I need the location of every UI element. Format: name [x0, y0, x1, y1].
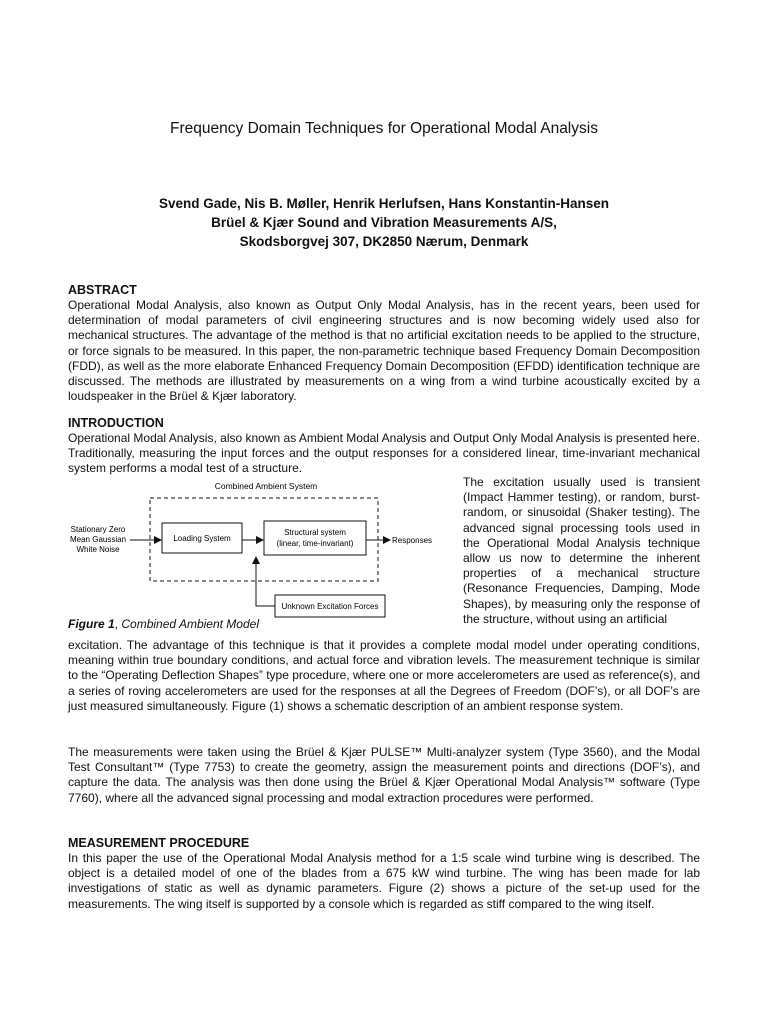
structural-label-line1: Structural system [284, 528, 346, 537]
structural-label-line2: (linear, time-invariant) [276, 539, 354, 548]
figure-1-caption-text: Combined Ambient Model [121, 617, 259, 631]
measurement-procedure-heading: MEASUREMENT PROCEDURE [68, 836, 250, 850]
figure-1-caption-separator: , [114, 617, 122, 631]
figure-1-caption-label: Figure 1 [68, 617, 115, 631]
abstract-heading: ABSTRACT [68, 283, 137, 297]
introduction-text: Operational Modal Analysis, also known as Ambient Modal Analysis and Output Only Modal Analysis is presented here. Traditionally, measuring the input forces and the output responses for a considered linear, time-invariant mechanical system performs a modal test of a structure. [68, 431, 700, 476]
introduction-side-text: The excitation usually used is transient (Impact Hammer testing), or random, burst-random, or sinusoidal (Shaker testing). The advanced signal processing tools used in the Operational Modal Analysis technique allow us now to determine the inherent properties of a mechanical structure (Resonance Frequencies, Damping, Mode Shapes), by measuring only the response of the structure, without using an artificial [463, 475, 700, 626]
figure-1-caption [68, 617, 259, 631]
input-label-line2: Mean Gaussian [69, 535, 127, 544]
measurement-procedure-text: In this paper the use of the Operational Modal Analysis method for a 1:5 scale wind turbine wing is described. The object is a detailed model of one of the blades from a 675 kW wind turbine. The wing has been made for lab investigations of static as well as dynamic parameters. Figure (2) shows a picture of the set-up used for the measurements. The wing itself is supported by a console which is regarded as stiff compared to the wing itself. [68, 851, 700, 911]
author-block [0, 194, 768, 251]
author-names: Svend Gade, Nis B. Møller, Henrik Herlufsen, Hans Konstantin-Hansen [158, 196, 610, 211]
responses-label: Responses [392, 536, 433, 545]
figure-1-diagram [68, 478, 448, 638]
loading-system-label: Loading System [173, 534, 231, 543]
measurement-system-text: The measurements were taken using the Brüel & Kjær PULSE™ Multi-analyzer system (Type 3560), and the Modal Test Consultant™ (Type 7753) to create the geometry, assign the measurement points and directions (DOF’s), and capture the data. The analysis was then done using the Brüel & Kjær Operational Modal Analysis™ software (Type 7760), where all the advanced signal processing and modal extraction procedures were performed. [68, 745, 700, 805]
input-label-line3: White Noise [76, 545, 120, 554]
paper-title: Frequency Domain Techniques for Operational Modal Analysis [170, 120, 598, 137]
unknown-forces-label: Unknown Excitation Forces [281, 602, 379, 611]
outer-system-label: Combined Ambient System [214, 481, 318, 491]
author-address: Skodsborgvej 307, DK2850 Nærum, Denmark [239, 234, 529, 249]
introduction-continued-text: excitation. The advantage of this technique is that it provides a complete modal model under operating conditions, meaning within true boundary conditions, and actual force and vibration levels. The measurement technique is similar to the “Operating Deflection Shapes” type procedure, where one or more accelerometers are used as reference(s), and a series of roving accelerometers are used for the responses at all the Degrees of Freedom (DOF’s), or all DOF’s are just measured simultaneously. Figure (1) shows a schematic description of an ambient response system. [68, 638, 700, 713]
input-label-line1: Stationary Zero [70, 525, 126, 534]
author-affiliation: Brüel & Kjær Sound and Vibration Measurements A/S, [211, 215, 557, 230]
abstract-text: Operational Modal Analysis, also known as Output Only Modal Analysis, has in the recent years, been used for determination of modal parameters of civil engineering structures and is now becoming widely used also for mechanical structures. The advantage of the method is that no artificial excitation needs to be applied to the structure, or force signals to be measured. In this paper, the non-parametric technique based Frequency Domain Decomposition (FDD), as well as the more elaborate Enhanced Frequency Domain Decomposition (EFDD) identification technique are discussed. The methods are illustrated by measurements on a wing from a wind turbine acoustically excited by a loudspeaker in the Brüel & Kjær laboratory. [68, 298, 700, 404]
introduction-heading: INTRODUCTION [68, 416, 164, 430]
structural-system-box [264, 521, 366, 555]
